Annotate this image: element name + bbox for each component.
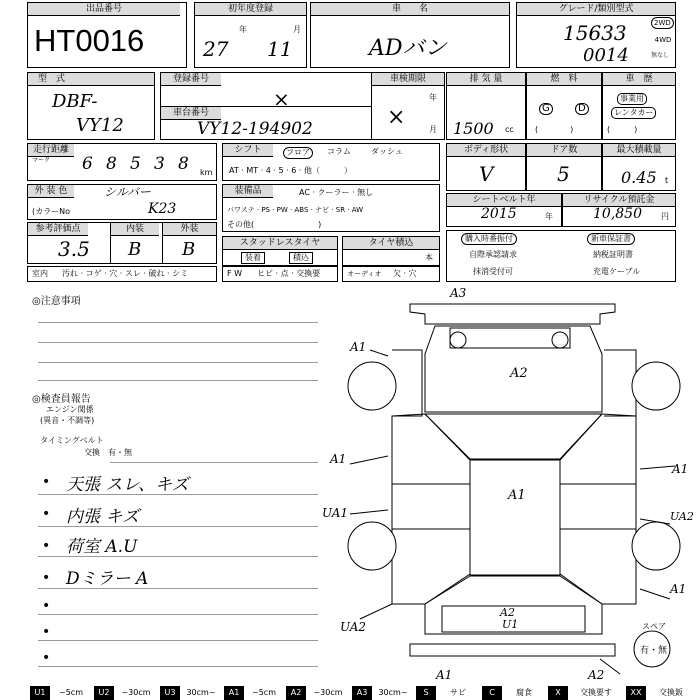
mileage-digit: 6: [82, 154, 93, 174]
recycle-box: [562, 193, 676, 227]
legend-key: X: [548, 686, 568, 700]
damage-mark: A1: [670, 582, 687, 596]
displacement-label: 排 気 量: [447, 73, 525, 86]
front-lamp-left: [450, 332, 466, 348]
car-name-label: 車 名: [311, 3, 509, 16]
month-unit: 月: [293, 25, 301, 34]
recycle-label: リサイクル預託金: [563, 194, 675, 207]
registration-box: [160, 72, 445, 140]
rear-bumper: [410, 644, 615, 656]
drive-2wd: 2WD: [651, 17, 675, 29]
audio-box: [342, 266, 440, 282]
doc-tax-certificate: 納税証明書: [593, 250, 633, 259]
legend-key: A3: [352, 686, 372, 700]
windshield-box: [222, 266, 338, 282]
equipment-ac: AC · クーラー · 無し: [299, 188, 374, 197]
doc-cancel-accept: 抹消受付可: [473, 267, 513, 276]
mileage-mark: マーク: [32, 157, 51, 164]
mark-leader: [350, 456, 388, 464]
model-box: [27, 72, 155, 140]
legend-desc: ~30cm: [121, 688, 151, 697]
legend-desc: 腐食: [516, 688, 532, 697]
legend-desc: 30cm~: [378, 688, 408, 697]
tire-unit: 本: [425, 253, 433, 262]
front-fender-right: [604, 350, 636, 416]
doors-value: 5: [557, 162, 570, 186]
first-registration-box: [194, 2, 307, 68]
fuel-label: 燃 料: [527, 73, 601, 86]
damage-mark: A1: [330, 452, 347, 466]
seatbelt-box: [446, 193, 562, 227]
drive-options: [651, 17, 675, 61]
doors-label: ドア数: [527, 144, 601, 157]
legend-key: S: [416, 686, 436, 700]
studless-loaded: 積込: [289, 252, 313, 264]
report-line: •: [42, 474, 51, 490]
audio-label: オーディオ: [347, 270, 382, 278]
wheel-rear-right: [632, 522, 680, 570]
drive-none: 無なし: [651, 52, 670, 59]
fuel-diesel: D: [575, 103, 589, 115]
audio-notes: 欠 · 穴: [393, 269, 417, 278]
documents-box: [446, 230, 676, 282]
mileage-digit: 3: [154, 154, 165, 174]
right-side-panel: [560, 414, 636, 604]
damage-mark: A2: [588, 668, 605, 682]
displacement-unit: cc: [505, 125, 514, 134]
equipment-options: パワステ · PS · PW · ABS · ナビ · SR · AW: [227, 206, 364, 214]
doc-self-approval: 自際承認請求: [469, 250, 517, 259]
spare-value: 有・無: [640, 646, 668, 656]
damage-mark: A1: [350, 340, 367, 354]
legend-desc: 交換要す: [580, 688, 612, 697]
mark-leader: [370, 350, 388, 356]
caution-label: ◎注意事項: [32, 296, 81, 307]
first-registration-year: 27: [203, 37, 229, 61]
legend-bar: [30, 686, 698, 700]
seatbelt-label: シートベルト年: [447, 194, 561, 207]
chassis-label: 車台番号: [161, 107, 221, 120]
body-type-box: [446, 143, 526, 191]
mark-leader: [640, 466, 675, 469]
front-bumper: [410, 304, 615, 324]
model-value-1: DBF-: [52, 91, 98, 112]
shift-column: コラム: [327, 147, 351, 156]
shift-box: [222, 143, 440, 181]
legend-key: U1: [30, 686, 50, 700]
doc-new-car-warranty: 新車保証書: [587, 233, 635, 245]
report-entry: 内張 キズ: [66, 507, 140, 527]
tire-box: [342, 236, 440, 266]
color-number-label: (カラーNo: [32, 207, 70, 216]
model-value-2: VY12: [76, 115, 124, 136]
studless-label: スタッドレスタイヤ: [223, 237, 337, 250]
spare-label: スペア: [642, 622, 666, 631]
inspection-year-unit: 年: [429, 93, 437, 102]
load-label: 最大積載量: [603, 144, 675, 157]
load-box: [602, 143, 676, 191]
left-side-panel: [392, 414, 470, 604]
doors-box: [526, 143, 602, 191]
exterior-grade-value: B: [182, 239, 196, 260]
mark-leader: [640, 589, 670, 599]
shift-types: AT · MT · 4 · 5 · 6 · 他（ ）: [229, 166, 352, 175]
drive-4wd: 4WD: [654, 36, 672, 44]
legend-desc: ~30cm: [313, 688, 343, 697]
legend-desc: サビ: [450, 688, 466, 697]
legend-key: U3: [160, 686, 180, 700]
rating-box: [27, 222, 217, 264]
fuel-box: 燃 料 G D ( ): [526, 72, 602, 140]
shift-label: シフト: [223, 144, 273, 157]
history-rental: レンタカー: [611, 107, 656, 119]
damage-mark: UA2: [340, 620, 367, 634]
legend-key: A2: [286, 686, 306, 700]
studless-box: [222, 236, 338, 266]
load-unit: t: [665, 176, 669, 185]
front-lamp-right: [552, 332, 568, 348]
front-fender-left: [392, 350, 422, 416]
doc-charge-cable: 充電ケーブル: [593, 267, 641, 276]
report-line: •: [42, 570, 51, 586]
history-business: 事業用: [617, 93, 647, 105]
damage-mark: UA1: [322, 506, 349, 520]
equipment-box: [222, 184, 440, 232]
report-entry: Dミラー A: [66, 569, 149, 589]
color-value: シルバー: [104, 185, 151, 199]
mileage-label: 走行距離: [28, 144, 74, 157]
seatbelt-unit: 年: [545, 212, 553, 221]
windshield: [425, 414, 602, 459]
report-entry: 天張 スレ、キズ: [66, 475, 189, 495]
shift-floor: フロア: [283, 147, 313, 159]
color-number-value: K23: [148, 201, 177, 217]
history-box: 車 歴 事業用 レンタカー ( ): [602, 72, 676, 140]
color-label: 外 装 色: [28, 185, 74, 198]
body-type-value: V: [479, 162, 494, 186]
inspection-value: ×: [387, 105, 406, 130]
legend-key: C: [482, 686, 502, 700]
lot-number-value: HT0016: [34, 23, 145, 58]
damage-mark: A1: [672, 462, 689, 476]
legend-desc: 交換鈑: [659, 688, 683, 697]
legend-key: U2: [94, 686, 114, 700]
damage-mark: U1: [502, 618, 519, 631]
report-line: •: [42, 598, 51, 614]
doc-purchase-number: 購入時番振付: [461, 233, 517, 245]
rating-value: 3.5: [58, 237, 90, 261]
timing-label: タイミングベルト: [40, 436, 104, 445]
wheel-front-left: [348, 362, 396, 410]
rating-label: 参考評価点: [28, 223, 88, 236]
windshield-label: F W: [227, 269, 243, 278]
wheel-rear-left: [348, 522, 396, 570]
inspection-month-unit: 月: [429, 125, 437, 134]
displacement-box: [446, 72, 526, 140]
engine-label: エンジン関係: [46, 405, 94, 414]
displacement-value: 1500: [453, 119, 494, 138]
mileage-box: [27, 143, 217, 181]
report-line: •: [42, 506, 51, 522]
damage-mark: A2: [510, 366, 528, 381]
damage-mark: A1: [508, 488, 526, 503]
report-entry: 荷室 A.U: [66, 537, 138, 557]
car-name-value: ADバン: [369, 36, 447, 61]
mileage-digit: 5: [130, 154, 141, 174]
legend-desc: ~5cm: [59, 688, 83, 697]
mileage-unit: km: [200, 168, 213, 177]
chassis-value: VY12-194902: [197, 119, 313, 139]
first-registration-label: 初年度登録: [195, 3, 306, 16]
studless-fitted: 装着: [241, 252, 265, 264]
first-registration-month: 11: [267, 37, 293, 61]
legend-desc: 30cm~: [186, 688, 216, 697]
lot-number-label: 出品番号: [28, 3, 180, 16]
damage-mark: A2: [500, 606, 515, 619]
equipment-label: 装備品: [223, 185, 273, 198]
car-name-box: [310, 2, 510, 68]
shift-dash: ダッシュ: [371, 147, 403, 156]
recycle-unit: 円: [661, 212, 669, 221]
body-type-label: ボディ形状: [447, 144, 525, 157]
wheel-front-right: [632, 362, 680, 410]
exterior-grade-label: 外装: [163, 223, 216, 236]
damage-mark: A1: [436, 668, 453, 682]
windshield-notes: ヒビ · 点 · 交換要: [257, 269, 321, 278]
report-line: •: [42, 624, 51, 640]
legend-key: A1: [224, 686, 244, 700]
legend-desc: ~5cm: [252, 688, 276, 697]
interior-notes: 汚れ · コゲ · 穴 · スレ · 破れ · シミ: [62, 269, 189, 278]
history-label: 車 歴: [603, 73, 675, 86]
registration-value: ×: [273, 87, 290, 111]
fuel-gasoline: G: [539, 103, 553, 115]
load-value: 0.45: [621, 168, 657, 187]
interior-notes-box: [27, 266, 217, 282]
grade-box: [516, 2, 676, 68]
interior-grade-value: B: [128, 239, 142, 260]
lot-number-box: [27, 2, 187, 68]
recycle-value: 10,850: [593, 206, 642, 222]
report-line: •: [42, 538, 51, 554]
inspector-label: ◎検査員報告: [32, 394, 91, 405]
timing-sub: 交換 有・無: [84, 448, 132, 457]
grade-value-1: 15633: [563, 21, 627, 45]
interior-grade-label: 内装: [111, 223, 159, 236]
interior-notes-label: 室内: [32, 269, 48, 278]
report-line: •: [42, 650, 51, 666]
year-unit: 年: [239, 25, 247, 34]
model-label: 型 式: [28, 73, 154, 86]
equipment-other: その他( ): [227, 220, 322, 229]
grade-value-2: 0014: [583, 45, 629, 66]
roof: [470, 460, 560, 575]
color-box: [27, 184, 217, 220]
tire-label: タイヤ積込: [343, 237, 439, 250]
mileage-digit: 8: [178, 154, 189, 174]
damage-mark: A3: [450, 286, 467, 300]
mileage-digit: 8: [106, 154, 117, 174]
mark-leader: [350, 510, 388, 514]
seatbelt-value: 2015: [481, 206, 517, 222]
damage-mark: UA2: [670, 510, 694, 523]
mark-leader: [360, 604, 392, 619]
legend-key: XX: [626, 686, 646, 700]
inspection-label: 車検期限: [372, 73, 444, 86]
grade-label: グレード/類別型式: [517, 3, 675, 16]
registration-label: 登録番号: [161, 73, 221, 86]
engine-sub: (異音・不調等): [40, 416, 95, 425]
